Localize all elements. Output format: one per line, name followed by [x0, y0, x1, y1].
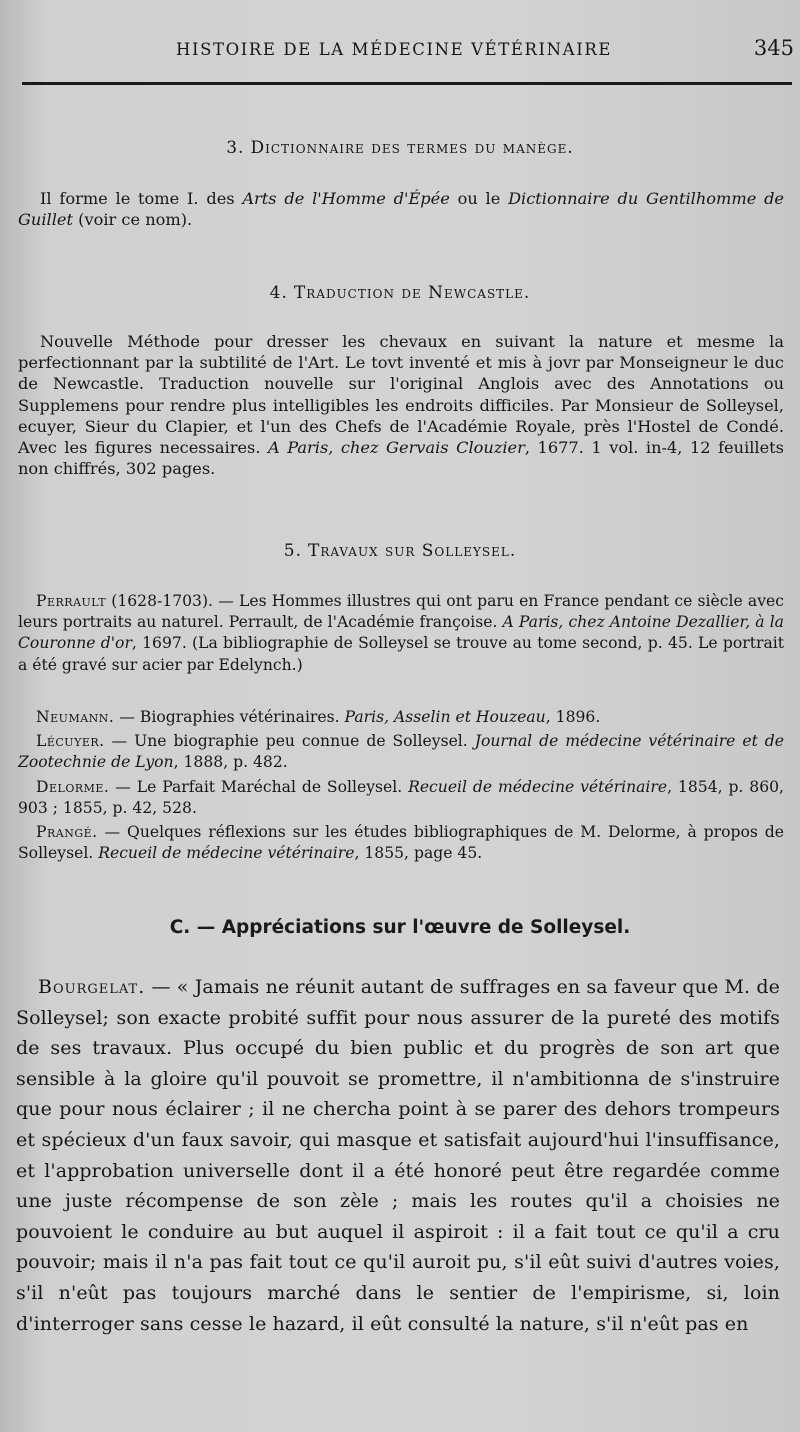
bourgelat-quote: [16, 972, 780, 1339]
entry-text: — Biographies vétérinaires.: [114, 708, 345, 726]
section-3-paragraph: [18, 188, 784, 230]
section-4-title: Traduction de Newcastle.: [293, 283, 531, 303]
section-4-text-end: , 1677. 1 vol. in-4, 12 feuillets non chiffrés, 302 pages.: [18, 438, 784, 479]
section-3-italic-title-b: Dictionnaire du Gentilhomme de Guillet: [18, 189, 785, 230]
bibliography-entry: [18, 707, 784, 728]
entry-text-end: , 1855, page 45.: [354, 844, 483, 863]
entry-italic: Recueil de médecine vétérinaire: [98, 844, 355, 863]
section-4-heading: [0, 283, 800, 303]
section-3-text-c: (voir ce nom).: [72, 210, 193, 230]
bibliography-entry: [18, 591, 784, 676]
running-head: [0, 38, 800, 68]
quote-author: Bourgelat.: [38, 976, 146, 998]
section-3-title: Dictionnaire des termes du manège.: [250, 138, 574, 158]
entry-author: Prangé.: [36, 823, 98, 841]
entry-text: — Le Parfait Maréchal de Solleysel.: [109, 778, 409, 796]
quote-text: — « Jamais ne réunit autant de suffrages en sa faveur que M. de Solleysel; son exacte probité suffit pour nous assurer de la pureté des motifs de ses travaux. Plus occupé du bien public et du progrès de son art que sensible à la gloire qu'il pouvoit se promettre, il n'ambitionna de s'instruire que pour nous éclairer ; il ne chercha point à se parer des dehors trompeurs et spécieux d'un faux savoir, qui masque et satisfait aujourd'hui l'insuffisance, et l'approbation universelle dont il a été honoré peut être regardée comme une juste récompense de son zèle ; mais les routes qu'il a choisies ne pouvoient le conduire au but auquel il aspiroit : il a fait tout ce qu'il a cru pouvoir; mais il n'a pas fait tout ce qu'il auroit pu, s'il eût suivi d'autres voies, s'il n'eût pas toujours marché dans le sentier de l'empirisme, si, loin d'interroger sans cesse le hazard, il eût consulté la nature, s'il n'eût pas en: [16, 976, 780, 1335]
running-title: HISTOIRE DE LA MÉDECINE VÉTÉRINAIRE: [176, 40, 612, 59]
entry-text-end: , 1888, p. 482.: [173, 753, 288, 772]
bibliography-entry: [18, 777, 784, 819]
header-rule: [22, 82, 792, 85]
section-5-title: Travaux sur Solleysel.: [307, 541, 517, 561]
section-4-italic-imprint: A Paris, chez Gervais Clouzier: [268, 438, 525, 458]
entry-text-end: , 1896.: [545, 708, 601, 726]
entry-italic: Recueil de médecine vétérinaire: [408, 778, 668, 796]
entry-text: — Une biographie peu connue de Solleysel.: [104, 732, 475, 750]
entry-text: — Quelques réflexions sur les études bibliographiques de M. Delorme, à propos de Solleysel.: [18, 823, 784, 863]
section-c-heading: C. — Appréciations sur l'œuvre de Solleysel.: [169, 917, 631, 938]
section-3-heading: [0, 138, 800, 158]
bibliography-entry: [18, 822, 784, 864]
section-4-paragraph: [18, 331, 784, 479]
entry-author: Neumann.: [36, 708, 115, 726]
entry-text-end: , 1854, p. 860, 903 ; 1855, p. 42, 528.: [18, 778, 784, 818]
section-3-text-b: ou le: [449, 189, 509, 208]
section-4-text: Nouvelle Méthode pour dresser les chevaux en suivant la nature et mesme la perfectionnant par la subtilité de l'Art. Le tovt inventé et mis à jovr par Monseigneur le duc de Newcastle. Traduction nouvelle sur l'original Anglois avec des Annotations ou Supplemens pour rendre plus intelligibles les endroits difficiles. Par Monsieur de Solleysel, ecuyer, Sieur du Clapier, et l'un des Chefs de l'Académie Royale, près l'Hostel de Condé. Avec les figures necessaires.: [18, 332, 784, 458]
entry-italic: Journal de médecine vétérinaire et de Zootechnie de Lyon: [18, 732, 784, 772]
bibliography-entry: [18, 731, 784, 773]
page-number: 345: [753, 36, 794, 60]
section-3-number: 3.: [226, 138, 245, 158]
section-4-number: 4.: [269, 283, 288, 303]
entry-author: Perrault: [36, 592, 107, 610]
entry-text-end: , 1697. (La bibliographie de Solleysel se trouve au tome second, p. 45. Le portrait a été gravé sur acier par Edelynch.): [18, 634, 784, 674]
entry-italic: A Paris, chez Antoine Dezallier, à la Couronne d'or: [18, 613, 784, 653]
entry-author: Delorme.: [36, 778, 110, 796]
section-5-heading: [0, 541, 800, 561]
entry-author: Lécuyer.: [36, 732, 105, 750]
section-5-number: 5.: [283, 541, 302, 561]
section-3-text: Il forme le tome I. des: [40, 189, 243, 208]
entry-text: (1628-1703). — Les Hommes illustres qui ont paru en France pendant ce siècle avec leurs portraits au naturel. Perrault, de l'Académie françoise.: [18, 592, 784, 632]
section-3-italic-title: Arts de l'Homme d'Épée: [242, 189, 450, 208]
entry-italic: Paris, Asselin et Houzeau: [344, 708, 546, 726]
